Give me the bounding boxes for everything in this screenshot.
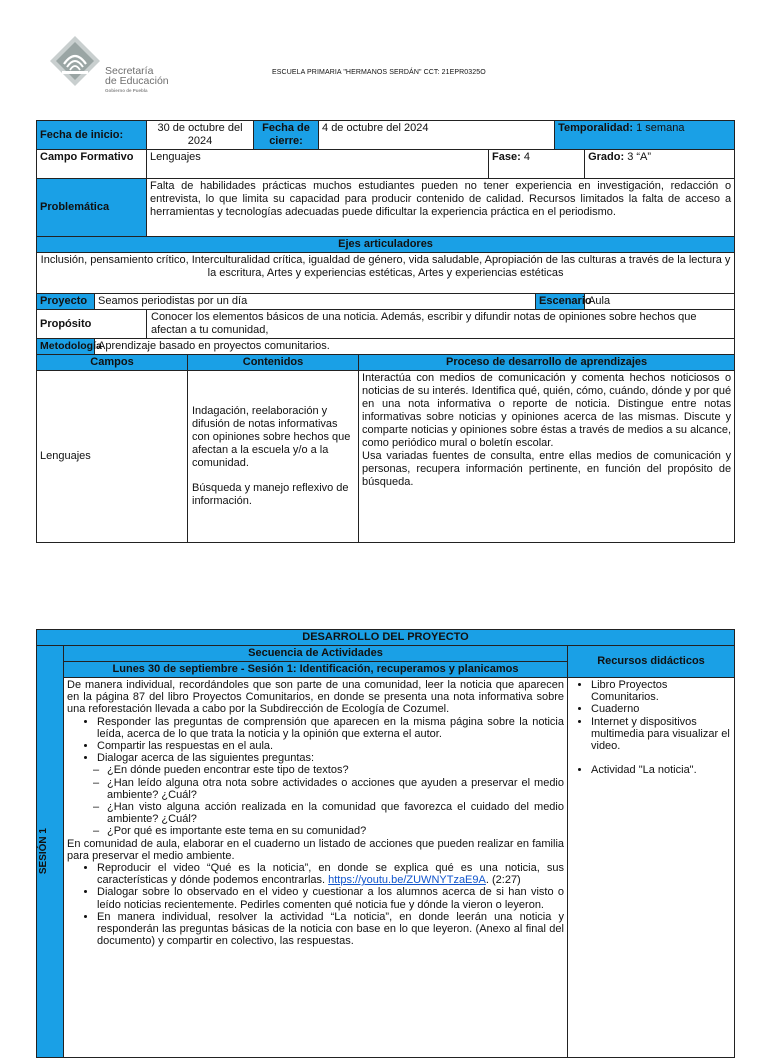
proposito-value: Conocer los elementos básicos de una noticia. Además, escribir y difundir notas de opiniones sobre hechos que afectan a tu comunidad,	[147, 310, 735, 339]
video-text: Reproducir el video “Qué es la noticia”, en donde se explica qué es una noticia, sus características y dónde podemos encontrarlas.	[97, 862, 564, 887]
start-date-value: 30 de octubre del 2024	[147, 121, 254, 150]
ejes-label: Ejes articuladores	[37, 237, 735, 253]
recursos-header: Recursos didácticos	[568, 646, 735, 678]
ejes-row	[37, 253, 735, 294]
activity-list-a	[67, 716, 564, 765]
problematica-row	[37, 179, 735, 237]
metodologia-label: Metodología	[37, 339, 95, 355]
proceso-1: Interactúa con medios de comunicación y comenta hechos noticiosos o noticias de su interés. Identifica qué, quién, cómo, cuándo, dónde y por qué en una nota informativa o reporte de noticia. Distingue entre notas informativas sobre noticias y opiniones acerca de las mismas. Discute y comparte noticias y opiniones sobre éstas a través de medios a su alcance, como periódico mural o boletín escolar.	[362, 372, 732, 449]
session-intro: De manera individual, recordándoles que son parte de una comunidad, leer la noticia que aparecen en la página 87 del libro Proyectos Comunitarios, en donde se presenta una nota informativa sobre una reforestación llevada a cabo por la Subdirección de Ecología de Cozumel.	[67, 679, 564, 716]
logo-text-line2: de Educación	[105, 75, 169, 87]
proceso-2: Usa variadas fuentes de consulta, entre ellas medios de comunicación y personas, recupera información pertinente, en función del propósito de búsqueda.	[362, 450, 732, 488]
recursos-cell	[568, 678, 735, 1058]
question-item: – ¿Han leído alguna otra nota sobre actividades o acciones que ayuden a preservar el medio ambiente? ¿Cuál?	[107, 777, 564, 801]
ejes-header-row	[37, 237, 735, 253]
recurso-item: • Internet y dispositivos multimedia para visualizar el video.	[591, 716, 731, 753]
grado-cell	[585, 150, 735, 179]
grado-value: 3 “A”	[627, 151, 652, 163]
activity-item: • Compartir las respuestas en el aula.	[97, 740, 564, 752]
contenidos-header: Contenidos	[188, 355, 359, 371]
problematica-label: Problemática	[37, 179, 147, 237]
temporalidad-cell	[555, 121, 735, 150]
ejes-value: Inclusión, pensamiento crítico, Interculturalidad crítica, igualdad de género, vida saludable, Apropiación de las culturas a través de la lectura y la escritura, Artes y experiencias estéticas, Artes y experiencias estéticas	[37, 253, 735, 294]
session-body-row	[37, 678, 735, 1058]
desarrollo-title-row	[37, 630, 735, 646]
session-activities	[64, 678, 568, 1058]
end-date-value: 4 de octubre del 2024	[319, 121, 555, 150]
content-row	[37, 371, 735, 543]
proceso-header: Proceso de desarrollo de aprendizajes	[359, 355, 735, 371]
campo-formativo-value: Lenguajes	[147, 150, 489, 179]
sep-emblem-icon	[48, 34, 102, 88]
activity-list-b	[67, 862, 564, 947]
recurso-item: • Libro Proyectos Comunitarios.	[591, 679, 731, 703]
activity-item: • En manera individual, resolver la actividad “La noticia”, en donde leerán una noticia y responderán las preguntas básicas de la noticia con base en lo que leyeron. (Anexo al final del documento) y compartir en colectivo, las respuestas.	[97, 911, 564, 948]
contenido-2: Búsqueda y manejo reflexivo de información.	[192, 482, 349, 507]
proposito-row	[37, 310, 735, 339]
metodologia-value: Aprendizaje basado en proyectos comunitarios.	[95, 339, 735, 355]
proyecto-label: Proyecto	[37, 294, 95, 310]
fase-label: Fase:	[492, 151, 521, 163]
fase-value: 4	[523, 151, 530, 163]
logo-text-line3: Gobierno de Puebla	[105, 88, 148, 93]
secuencia-row	[37, 646, 735, 662]
temporalidad-label: Temporalidad:	[558, 122, 634, 134]
question-item: – ¿Por qué es importante este tema en su comunidad?	[107, 825, 564, 837]
sep-logo	[48, 34, 178, 93]
end-date-label: Fecha de cierre:	[254, 121, 319, 150]
fase-cell	[489, 150, 585, 179]
session-day: Lunes 30 de septiembre - Sesión 1: Identificación, recuperamos y planicamos	[64, 662, 568, 678]
recurso-item: • Actividad "La noticia".	[591, 764, 731, 776]
question-item: – ¿En dónde pueden encontrar este tipo de textos?	[107, 764, 564, 776]
session-label-cell	[37, 646, 64, 1058]
recurso-item: • Cuaderno	[591, 703, 731, 715]
escenario-value: Aula	[585, 294, 735, 310]
recursos-list-1	[571, 679, 731, 752]
metodologia-row	[37, 339, 735, 355]
campo-row	[37, 150, 735, 179]
proyecto-value: Seamos periodistas por un día	[95, 294, 536, 310]
contenido-1: Indagación, reelaboración y difusión de notas informativas con opiniones sobre hechos que afectan a la escuela y/o a la comunidad.	[192, 405, 351, 469]
secuencia-header: Secuencia de Actividades	[64, 646, 568, 662]
start-date-label: Fecha de inicio:	[37, 121, 147, 150]
question-list	[67, 764, 564, 837]
escenario-label: Escenario	[536, 294, 585, 310]
activity-item: • Responder las preguntas de comprensión que aparecen en la misma página sobre la noticia leída, acerca de lo que trata la noticia y la opinión que externa el autor.	[97, 716, 564, 740]
planning-table	[36, 120, 735, 543]
activity-item: • Dialogar sobre lo observado en el video y cuestionar a los alumnos acerca de si han visto o leído noticias recientemente. Pedirles comenten qué noticia fue y dónde la vieron o leyeron.	[97, 886, 564, 910]
dates-row	[37, 121, 735, 150]
contenidos-cell	[188, 371, 359, 543]
campo-cell: Lenguajes	[37, 371, 188, 543]
proposito-label: Propósito	[37, 310, 147, 339]
logo-text-line1: Secretaría	[105, 65, 154, 77]
video-item: • Reproducir el video “Qué es la noticia”, en donde se explica qué es una noticia, sus características y dónde podemos encontrarlas. https://youtu.be/ZUWNYTzaE9A. (2:27)	[97, 862, 564, 886]
problematica-value: Falta de habilidades prácticas muchos estudiantes pueden no tener experiencia en investigación, redacción o entrevista, lo que limita su capacidad para producir contenido de calidad. Recursos limitados la falta de acceso a herramientas y tecnologías adecuadas puede dificultar la experiencia práctica en el periodismo.	[147, 179, 735, 237]
video-time: (2:27)	[491, 874, 521, 887]
proyecto-row	[37, 294, 735, 310]
campo-formativo-label: Campo Formativo	[37, 150, 147, 179]
session-label: SESIÓN 1	[38, 828, 49, 875]
desarrollo-title: DESARROLLO DEL PROYECTO	[37, 630, 735, 646]
content-header-row	[37, 355, 735, 371]
session-middle: En comunidad de aula, elaborar en el cuaderno un listado de acciones que pueden realizar en familia para preservar el medio ambiente.	[67, 837, 564, 862]
recursos-list-2	[571, 764, 731, 776]
proceso-cell	[359, 371, 735, 543]
video-link[interactable]: https://youtu.be/ZUWNYTzaE9A	[328, 874, 486, 887]
grado-label: Grado:	[588, 151, 625, 163]
question-item: – ¿Han visto alguna acción realizada en la comunidad que favorezca el cuidado del medio ambiente? ¿Cuál?	[107, 801, 564, 825]
campos-header: Campos	[37, 355, 188, 371]
school-header: ESCUELA PRIMARIA "HERMANOS SERDÁN" CCT: 21EPR0325O	[272, 69, 486, 76]
temporalidad-value: 1 semana	[636, 122, 685, 134]
desarrollo-table	[36, 629, 735, 1058]
activity-item: • Dialogar acerca de las siguientes preguntas:	[97, 752, 564, 764]
